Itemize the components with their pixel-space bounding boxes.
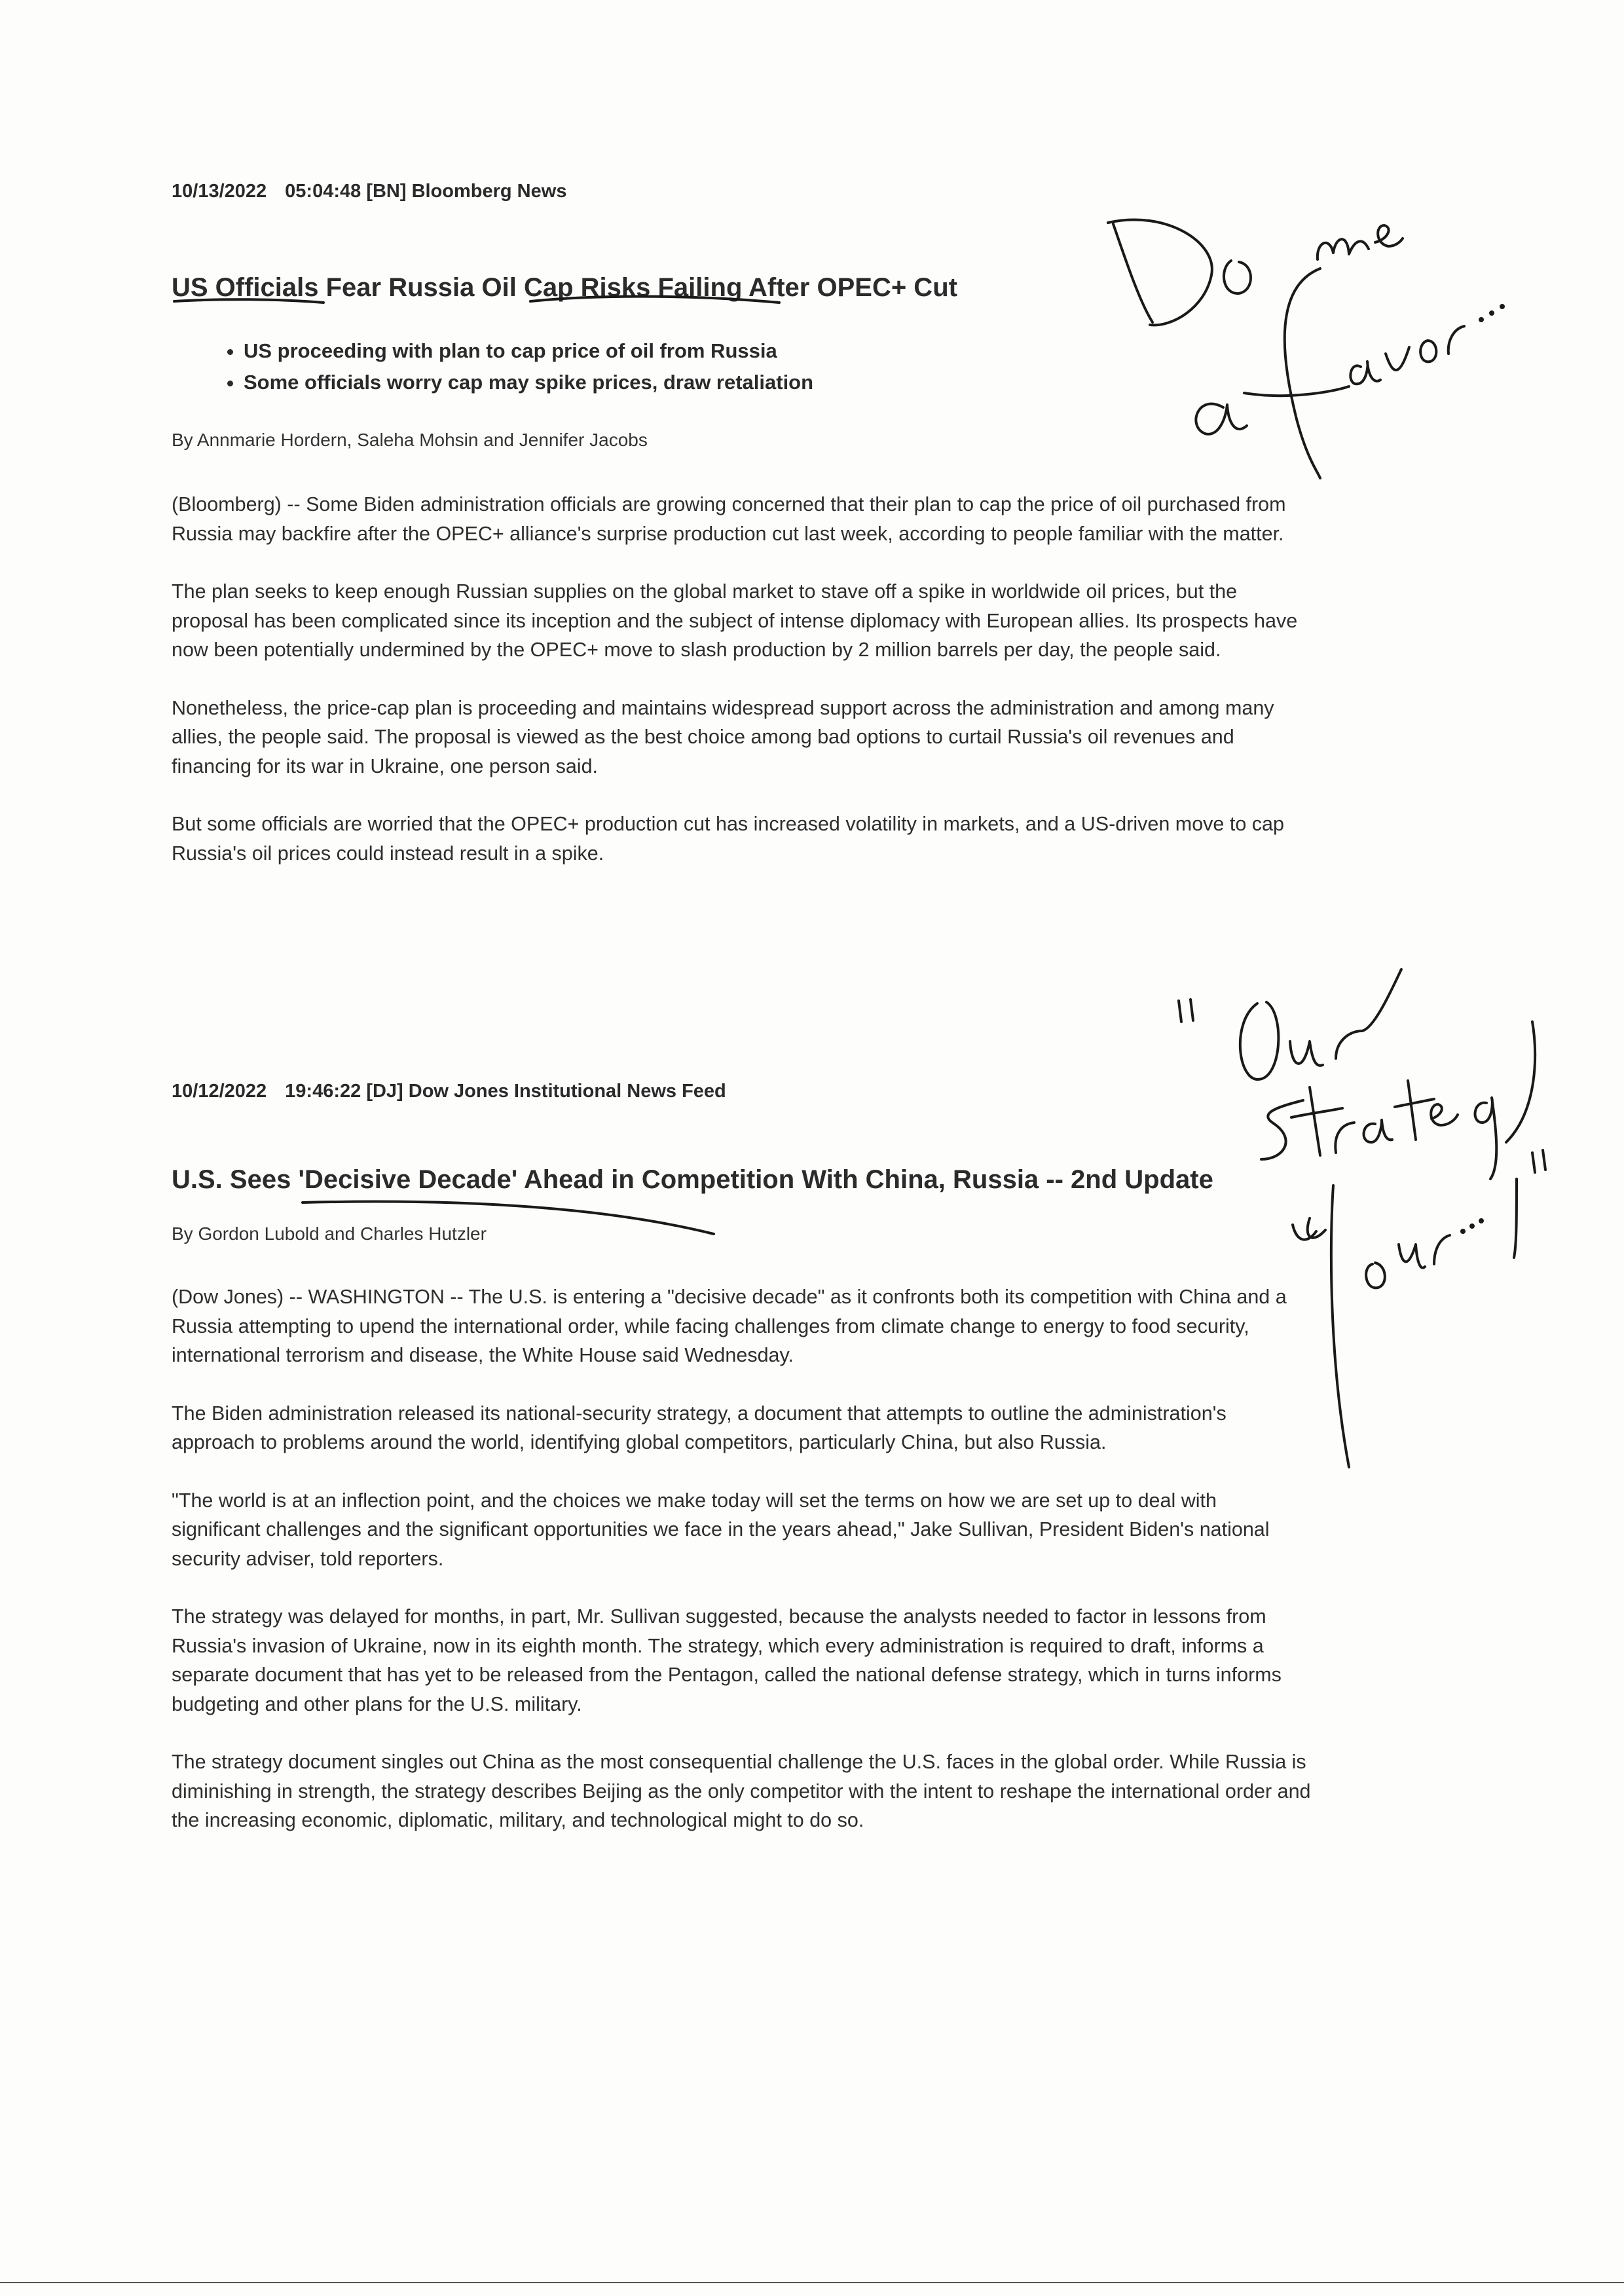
bullet-item: • US proceeding with plan to cap price of oil from Russia bbox=[244, 335, 1311, 367]
article-bloomberg bbox=[172, 181, 1311, 868]
article-byline: By Annmarie Hordern, Saleha Mohsin and Jennifer Jacobs bbox=[172, 430, 648, 450]
page-bottom-rule bbox=[0, 2282, 1624, 2283]
article-time: 19:46:22 bbox=[285, 1081, 361, 1102]
article-headline: U.S. Sees 'Decisive Decade' Ahead in Competition With China, Russia -- 2nd Update bbox=[172, 1165, 1213, 1194]
article-time: 05:04:48 bbox=[285, 181, 361, 202]
article-dateline bbox=[172, 1081, 1311, 1102]
article-dateline bbox=[172, 181, 1311, 202]
article-source: [DJ] Dow Jones Institutional News Feed bbox=[366, 1081, 726, 1102]
article-paragraph: But some officials are worried that the OPEC+ production cut has increased volatility in markets, and a US-driven move to cap Russia's oil prices could instead result in a spike. bbox=[172, 813, 1284, 865]
article-date: 10/12/2022 bbox=[172, 1081, 267, 1102]
article-paragraph: The strategy was delayed for months, in part, Mr. Sullivan suggested, because the analysts needed to factor in lessons from Russia's invasion of Ukraine, now in its eighth month. The strategy, which every administration is required to draft, informs a separate document that has yet to be released from the Pentagon, called the national defense strategy, which in turns informs budgeting and other plans for the U.S. military. bbox=[172, 1605, 1282, 1715]
article-paragraph: The plan seeks to keep enough Russian supplies on the global market to stave off a spike in worldwide oil prices, but the proposal has been complicated since its inception and the subject of intense diplomacy with European allies. Its prospects have now been potentially undermined by the OPEC+ move to slash production by 2 million barrels per day, the people said. bbox=[172, 580, 1298, 661]
article-paragraph: (Bloomberg) -- Some Biden administration officials are growing concerned that their plan to cap the price of oil purchased from Russia may backfire after the OPEC+ alliance's surprise production cut last week, according to people familiar with the matter. bbox=[172, 493, 1286, 545]
article-paragraph: The Biden administration released its national-security strategy, a document that attempts to outline the administration's approach to problems around the world, identifying global competitors, particularly China, but also Russia. bbox=[172, 1402, 1227, 1453]
article-byline: By Gordon Lubold and Charles Hutzler bbox=[172, 1223, 487, 1244]
article-paragraph: The strategy document singles out China as the most consequential challenge the U.S. faces in the global order. While Russia is diminishing in strength, the strategy describes Beijing as the only competitor with the intent to reshape the international order and the increasing economic, diplomatic, military, and technological might to do so. bbox=[172, 1751, 1311, 1831]
article-body bbox=[172, 1282, 1311, 1835]
article-dow-jones bbox=[172, 1081, 1311, 1835]
article-paragraph: (Dow Jones) -- WASHINGTON -- The U.S. is entering a "decisive decade" as it confronts both its competition with China and a Russia attempting to upend the international order, while facing challenges from climate change to energy to food security, international terrorism and disease, the White House said Wednesday. bbox=[172, 1286, 1287, 1366]
bullet-item: • Some officials worry cap may spike prices, draw retaliation bbox=[244, 367, 1311, 398]
article-headline: US Officials Fear Russia Oil Cap Risks Failing After OPEC+ Cut bbox=[172, 273, 957, 302]
article-body bbox=[172, 490, 1311, 868]
article-bullets bbox=[172, 335, 1311, 398]
article-date: 10/13/2022 bbox=[172, 181, 267, 202]
article-paragraph: "The world is at an inflection point, and the choices we make today will set the terms on how we are set up to deal with significant challenges and the significant opportunities we face in the years ahead," Jake Sullivan, President Biden's national security adviser, told reporters. bbox=[172, 1489, 1270, 1570]
article-source: [BN] Bloomberg News bbox=[366, 181, 567, 202]
article-paragraph: Nonetheless, the price-cap plan is proceeding and maintains widespread support across the administration and among many allies, the people said. The proposal is viewed as the best choice among bad options to curtail Russia's oil revenues and financing for its war in Ukraine, one person said. bbox=[172, 696, 1274, 777]
